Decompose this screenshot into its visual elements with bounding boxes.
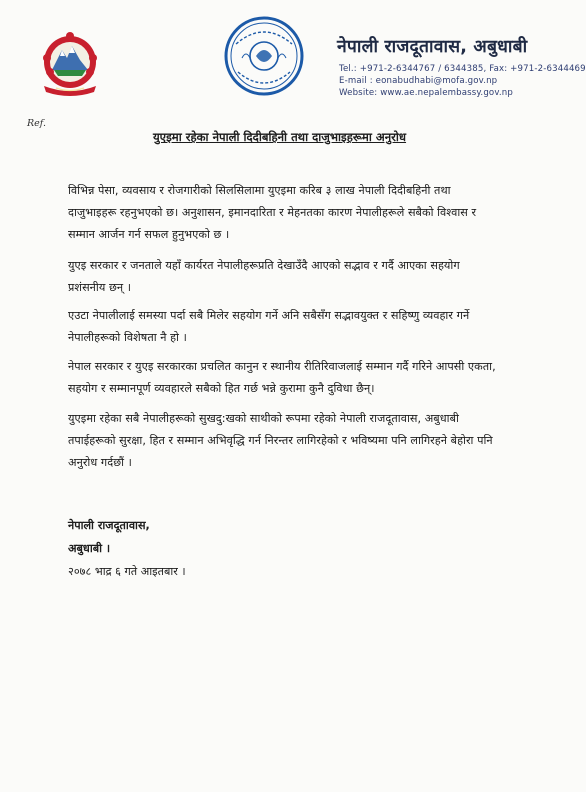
ref-label: Ref. xyxy=(27,118,46,129)
paragraph-2: युएइ सरकार र जनताले यहाँ कार्यरत नेपालीहरूप्रति देखाउँदै आएको सद्भाव र गर्दै आएका सहयोग प्रशंसनीय छन् । xyxy=(68,259,460,294)
embassy-seal-icon xyxy=(222,14,306,98)
paragraph-4: नेपाल सरकार र युएइ सरकारका प्रचलित कानुन र स्थानीय रीतिरिवाजलाई सम्मान गर्दै गरिने आपसी एकता, सहयोग र सम्मानपूर्ण व्यवहारले सबैको हित गर्छ भन्ने कुरामा कुनै दुविधा छैन्। xyxy=(68,360,496,395)
contact-email: E-mail : eonabudhabi@mofa.gov.np xyxy=(339,76,498,86)
signature-date: २०७८ भाद्र ६ गते आइतबार । xyxy=(68,565,186,578)
contact-tel-fax: Tel.: +971-2-6344767 / 6344385, Fax: +971-2-6344469 xyxy=(339,64,586,74)
signature-org: नेपाली राजदूतावास, xyxy=(68,519,150,532)
paragraph-5: युएइमा रहेका सबै नेपालीहरूको सुखदु:खको साथीको रूपमा रहेको नेपाली राजदूतावास, अबुधाबी तपाईहरूको सुरक्षा, हित र सम्मान अभिवृद्धि गर्न निरन्तर लागिरहेको र भविष्यमा पनि लागिरहने बेहोरा पनि अनुरोध गर्दछौं । xyxy=(68,412,493,469)
signature-city: अबुधाबी । xyxy=(68,542,111,555)
contact-website: Website: www.ae.nepalembassy.gov.np xyxy=(339,88,513,98)
paragraph-3: एउटा नेपालीलाई समस्या पर्दा सबै मिलेर सहयोग गर्ने अनि सबैसँग सद्भावयुक्त र सहिष्णु व्यवहार गर्ने नेपालीहरूको विशेषता नै हो । xyxy=(68,309,470,344)
paragraph-1: विभिन्न पेसा, व्यवसाय र रोजगारीको सिलसिलामा युएइमा करिब ३ लाख नेपाली दिदीबहिनी तथा दाजुभाइहरू रहनुभएको छ। अनुशासन, इमानदारिता र मेहनतका कारण नेपालीहरूले सबैको विश्वास र सम्मान आर्जन गर्न सफल हुनुभएको छ । xyxy=(68,184,477,241)
nepal-national-emblem-icon xyxy=(34,28,106,100)
embassy-name: नेपाली राजदूतावास, अबुधाबी xyxy=(337,37,528,57)
letter-subject: युएइमा रहेका नेपाली दिदीबहिनी तथा दाजुभाइहरूमा अनुरोध xyxy=(152,130,407,144)
